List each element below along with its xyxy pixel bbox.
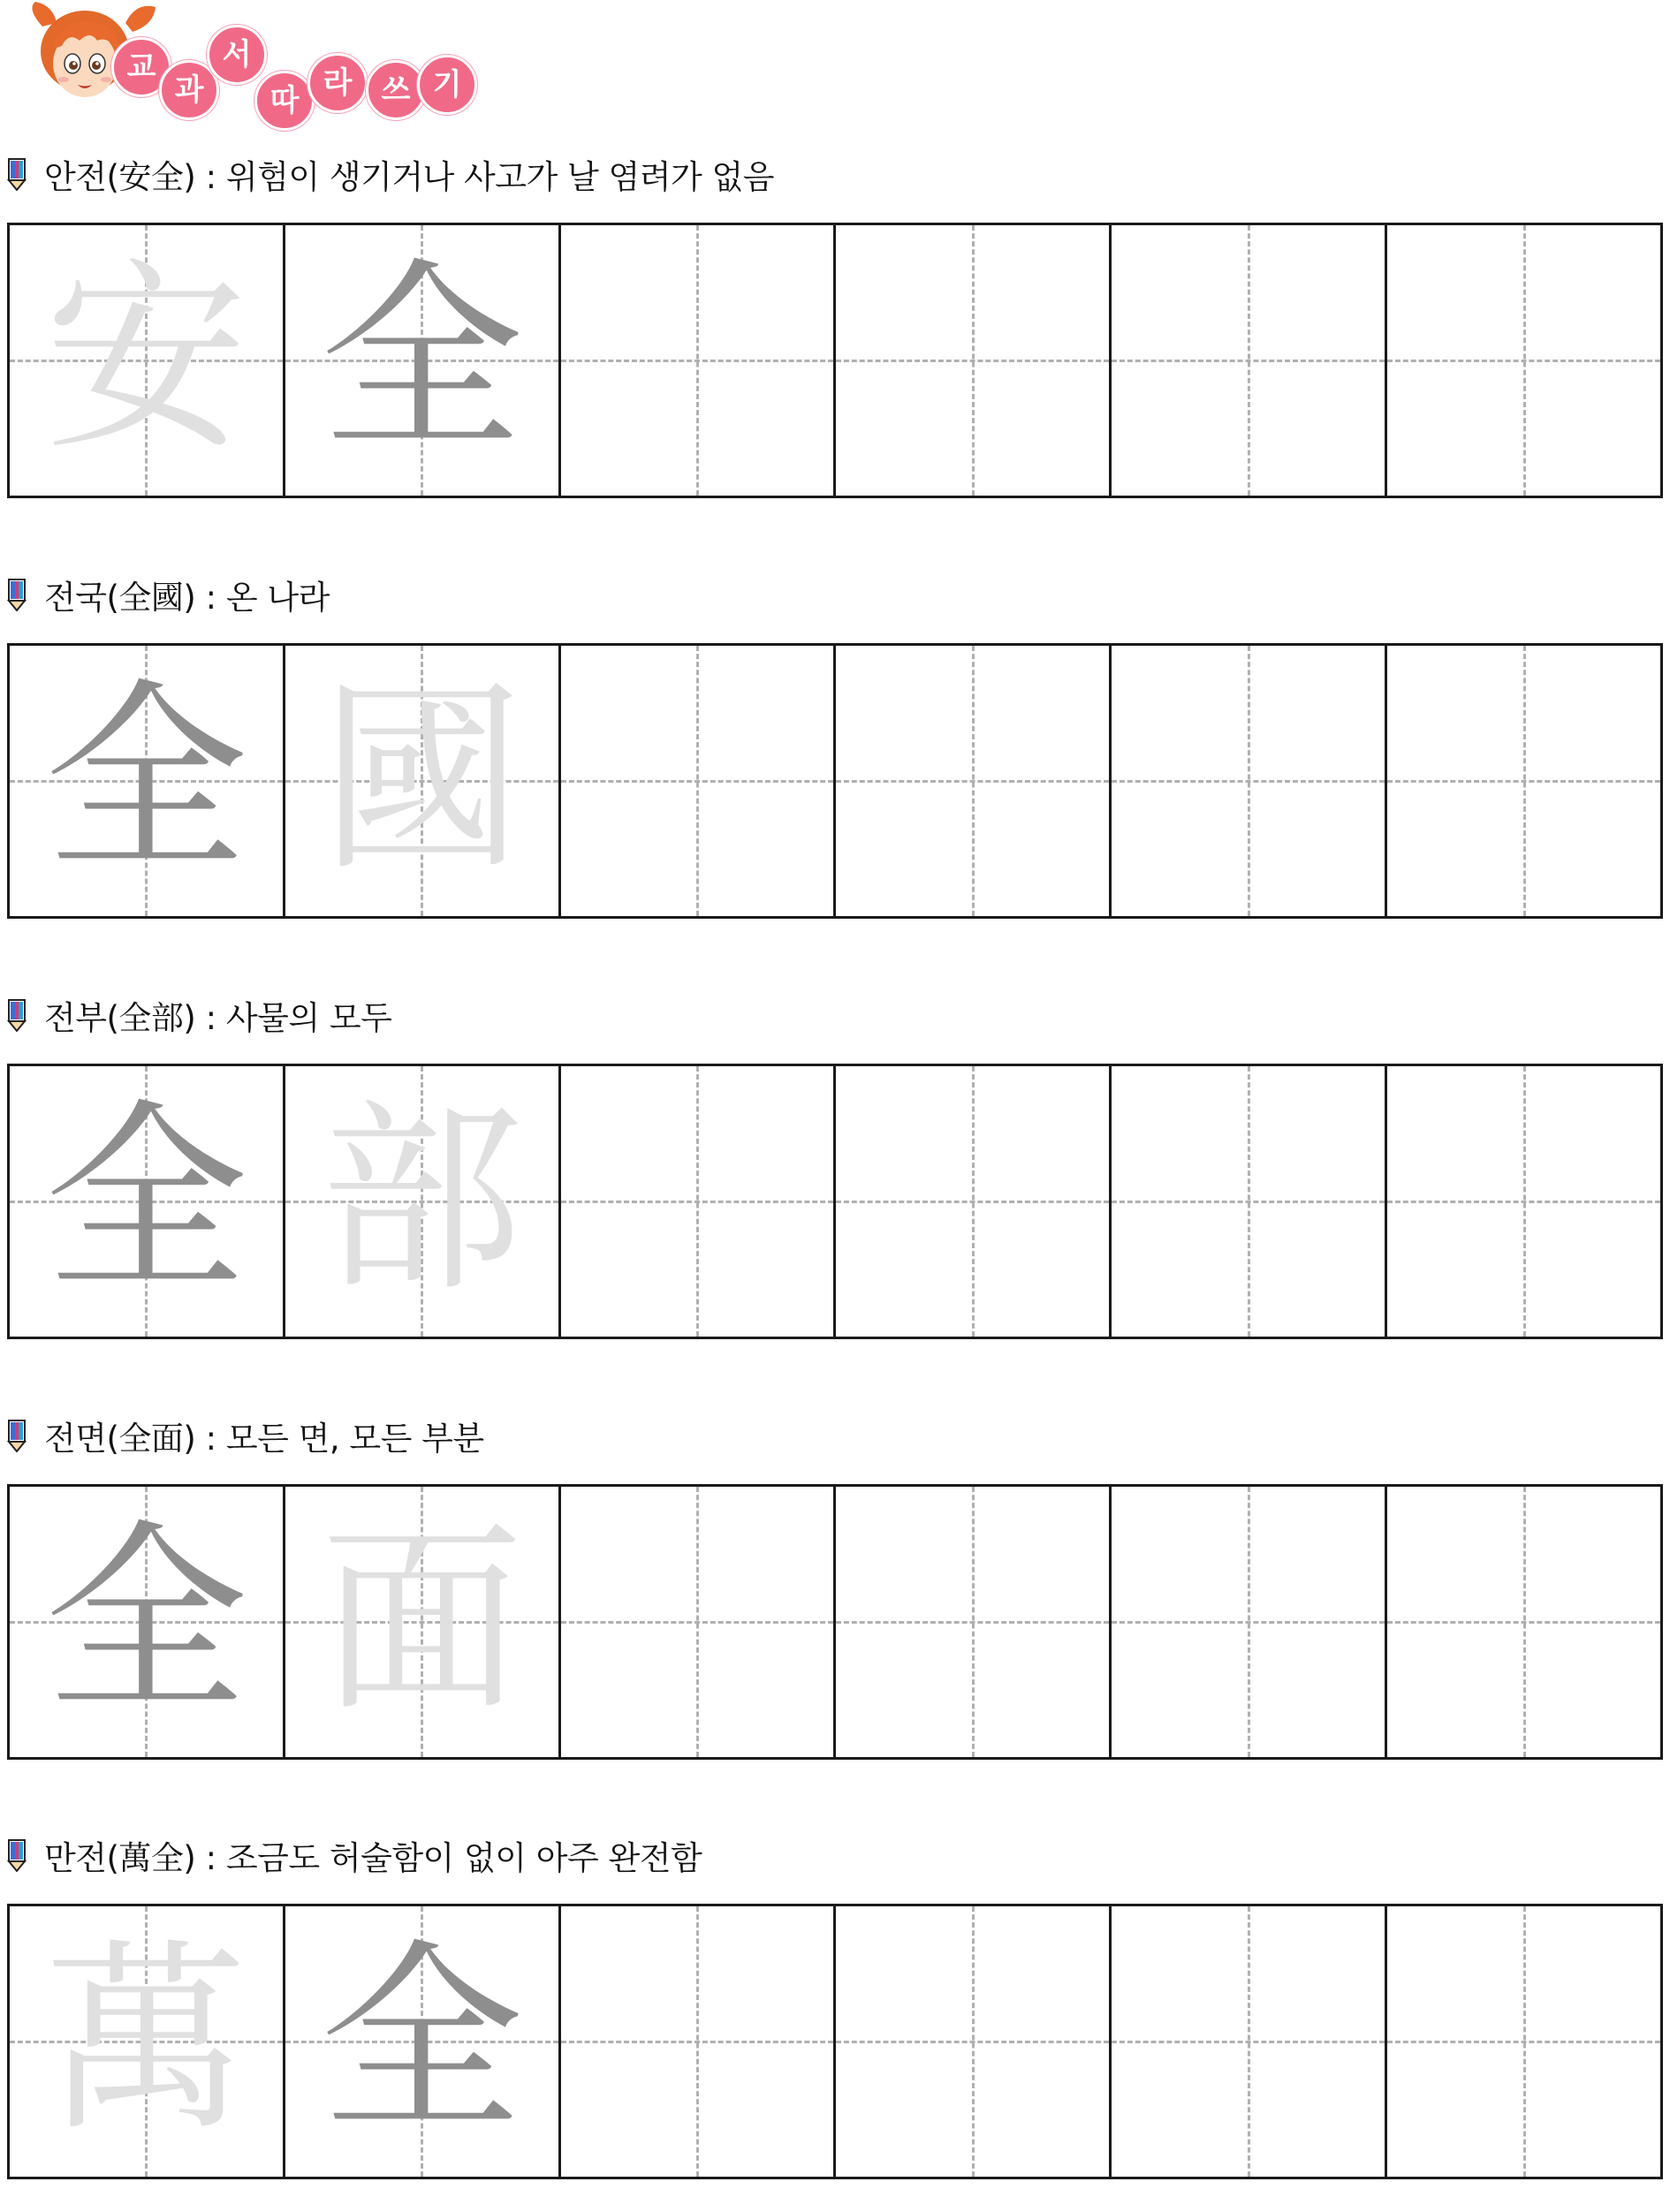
hanja-trace-char: 全 bbox=[320, 1923, 524, 2159]
badge-char-1: 교 bbox=[111, 37, 171, 97]
practice-cell[interactable] bbox=[836, 1487, 1112, 1757]
practice-cell[interactable] bbox=[1387, 1066, 1660, 1337]
pencil-icon bbox=[7, 578, 27, 611]
guide-line-horizontal bbox=[561, 1621, 834, 1624]
guide-line-horizontal bbox=[1112, 1621, 1385, 1624]
word-title: 안전(安全) : 위험이 생기거나 사고가 날 염려가 없음 bbox=[44, 158, 775, 196]
word-title-row bbox=[7, 572, 330, 617]
guide-line-horizontal bbox=[561, 2041, 834, 2043]
guide-line-horizontal bbox=[561, 780, 834, 783]
word-title-row bbox=[7, 1833, 702, 1877]
practice-cell[interactable] bbox=[836, 1906, 1112, 2177]
word-title-row bbox=[7, 152, 774, 196]
writing-grid bbox=[7, 1904, 1663, 2179]
practice-cell[interactable] bbox=[1112, 646, 1387, 916]
guide-line-horizontal bbox=[1112, 2041, 1385, 2043]
guide-line-horizontal bbox=[1112, 1201, 1385, 1203]
trace-cell bbox=[285, 646, 561, 916]
word-title: 전부(全部) : 사물의 모두 bbox=[44, 999, 392, 1037]
practice-cell[interactable] bbox=[836, 646, 1112, 916]
guide-line-horizontal bbox=[1112, 360, 1385, 362]
word-title: 전면(全面) : 모든 면, 모든 부분 bbox=[44, 1420, 484, 1458]
guide-line-horizontal bbox=[836, 360, 1109, 362]
badge-char-2: 과 bbox=[159, 60, 219, 120]
guide-line-horizontal bbox=[836, 780, 1109, 783]
pencil-icon bbox=[7, 998, 27, 1032]
trace-cell bbox=[10, 1487, 285, 1757]
hanja-trace-char: 全 bbox=[44, 1504, 248, 1739]
practice-cell[interactable] bbox=[1112, 225, 1387, 496]
practice-cell[interactable] bbox=[561, 1066, 837, 1337]
guide-line-horizontal bbox=[836, 1201, 1109, 1203]
guide-line-horizontal bbox=[1112, 780, 1385, 783]
guide-line-horizontal bbox=[561, 1201, 834, 1203]
writing-grid bbox=[7, 223, 1663, 498]
trace-cell bbox=[285, 1906, 561, 2177]
guide-line-horizontal bbox=[1387, 2041, 1660, 2043]
writing-grid bbox=[7, 1064, 1663, 1339]
badge-char-5: 라 bbox=[307, 53, 368, 113]
hanja-trace-char: 全 bbox=[44, 1083, 248, 1319]
practice-cell[interactable] bbox=[836, 225, 1112, 496]
guide-line-horizontal bbox=[1387, 1201, 1660, 1203]
practice-cell[interactable] bbox=[561, 646, 837, 916]
guide-line-horizontal bbox=[1387, 1621, 1660, 1624]
trace-cell bbox=[10, 1066, 285, 1337]
hanja-trace-char: 國 bbox=[320, 663, 524, 898]
practice-cell[interactable] bbox=[561, 1906, 837, 2177]
guide-line-horizontal bbox=[836, 2041, 1109, 2043]
badge-char-4: 따 bbox=[254, 71, 315, 131]
header-badge bbox=[27, 0, 486, 124]
badge-char-7: 기 bbox=[417, 55, 477, 115]
practice-cell[interactable] bbox=[1112, 1066, 1387, 1337]
pencil-icon bbox=[7, 157, 27, 191]
practice-cell[interactable] bbox=[561, 1487, 837, 1757]
trace-cell bbox=[10, 646, 285, 916]
practice-cell[interactable] bbox=[1112, 1487, 1387, 1757]
hanja-trace-char: 全 bbox=[320, 242, 524, 478]
pencil-icon bbox=[7, 1419, 27, 1452]
practice-cell[interactable] bbox=[1387, 1906, 1660, 2177]
pencil-icon bbox=[7, 1838, 27, 1872]
practice-cell[interactable] bbox=[836, 1066, 1112, 1337]
writing-grid bbox=[7, 1484, 1663, 1760]
guide-line-horizontal bbox=[561, 360, 834, 362]
trace-cell bbox=[285, 225, 561, 496]
practice-cell[interactable] bbox=[1387, 225, 1660, 496]
practice-cell[interactable] bbox=[1387, 646, 1660, 916]
guide-line-horizontal bbox=[1387, 360, 1660, 362]
hanja-trace-char: 部 bbox=[320, 1083, 524, 1319]
trace-cell bbox=[10, 225, 285, 496]
trace-cell bbox=[10, 1906, 285, 2177]
guide-line-horizontal bbox=[836, 1621, 1109, 1624]
practice-cell[interactable] bbox=[561, 225, 837, 496]
hanja-trace-char: 全 bbox=[44, 663, 248, 898]
word-title: 만전(萬全) : 조금도 허술함이 없이 아주 완전함 bbox=[44, 1839, 702, 1877]
practice-cell[interactable] bbox=[1112, 1906, 1387, 2177]
hanja-trace-char: 面 bbox=[320, 1504, 524, 1739]
trace-cell bbox=[285, 1487, 561, 1757]
hanja-trace-char: 萬 bbox=[44, 1923, 248, 2159]
badge-char-3: 서 bbox=[207, 25, 267, 85]
trace-cell bbox=[285, 1066, 561, 1337]
practice-cell[interactable] bbox=[1387, 1487, 1660, 1757]
word-title-row bbox=[7, 1413, 484, 1458]
guide-line-horizontal bbox=[1387, 780, 1660, 783]
hanja-trace-char: 安 bbox=[44, 242, 248, 478]
badge-char-6: 쓰 bbox=[366, 60, 426, 120]
word-title-row bbox=[7, 993, 391, 1037]
writing-grid bbox=[7, 643, 1663, 919]
word-title: 전국(全國) : 온 나라 bbox=[44, 579, 330, 617]
